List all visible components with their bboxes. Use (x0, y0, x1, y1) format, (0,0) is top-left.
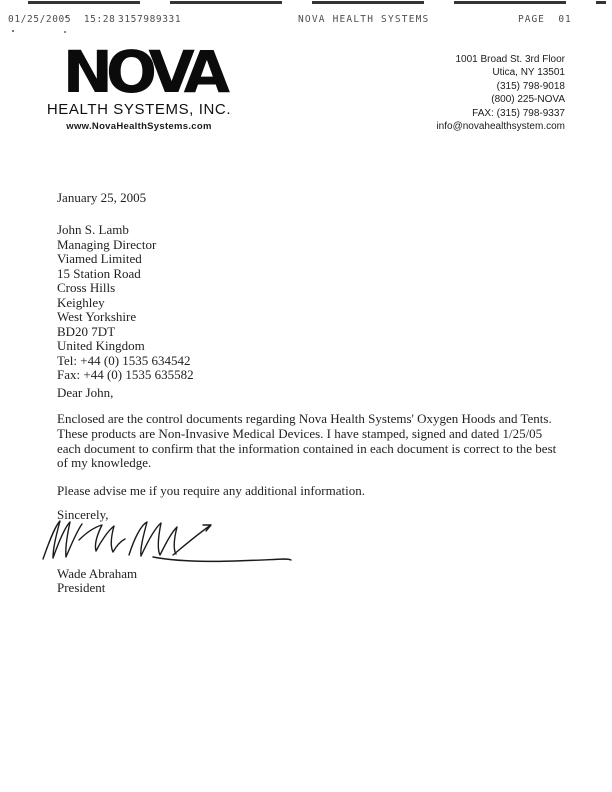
letterhead-address-block (436, 53, 565, 133)
letter-date: January 25, 2005 (57, 190, 147, 205)
recipient-country: United Kingdom (57, 338, 145, 353)
fax-transmission-header (0, 14, 612, 28)
body-paragraph: Enclosed are the control documents regarding Nova Health Systems' Oxygen Hoods and Tents. These products are Non-Invasive Medical Devices. I have stamped, signed and dated 1/25/05 each document to confirm that the information contained in each document is correct to the best of my knowledge. (57, 411, 557, 471)
recipient-locality: Cross Hills (57, 280, 116, 295)
signer-title: President (57, 580, 106, 595)
fax-page-label: PAGE 01 (518, 14, 572, 25)
recipient-postcode: BD20 7DT (57, 323, 116, 339)
company-website: www.NovaHealthSystems.com (66, 121, 212, 132)
closing: Sincerely, (57, 507, 109, 522)
fax-datetime: 01/25/2005 15:28 (8, 14, 116, 25)
address-phone: (315) 798-9018 (496, 80, 565, 92)
recipient-address-block (57, 223, 194, 383)
recipient-town: Keighley (57, 294, 105, 310)
recipient-county: West Yorkshire (57, 309, 137, 324)
company-logo (44, 38, 234, 132)
fax-scan-artifact-line (28, 1, 606, 4)
recipient-title: Managing Director (57, 236, 157, 252)
salutation: Dear John, (57, 385, 114, 400)
signature-drawing (41, 515, 297, 565)
address-line: 1001 Broad St. 3rd Floor (455, 54, 565, 65)
recipient-name: John S. Lamb (57, 222, 129, 237)
handwritten-signature (41, 515, 297, 565)
logo-wordmark: NOVA (62, 38, 223, 106)
recipient-street: 15 Station Road (57, 265, 141, 281)
fax-sender-number: 3157989331 (118, 14, 182, 25)
fax-noise-dots (12, 30, 14, 32)
signer-name: Wade Abraham (57, 566, 138, 581)
recipient-fax: Fax: +44 (0) 1535 635582 (57, 367, 194, 382)
fax-sender-name: NOVA HEALTH SYSTEMS (298, 14, 430, 25)
recipient-tel: Tel: +44 (0) 1535 634542 (57, 352, 191, 368)
address-fax: FAX: (315) 798-9337 (472, 107, 565, 119)
body-paragraph: Please advise me if you require any additional information. (57, 483, 365, 498)
address-tollfree: (800) 225-NOVA (491, 94, 565, 106)
address-email: info@novahealthsystem.com (436, 121, 565, 133)
company-name: HEALTH SYSTEMS, INC. (46, 101, 232, 118)
recipient-company: Viamed Limited (57, 251, 142, 266)
address-line: Utica, NY 13501 (492, 67, 565, 79)
